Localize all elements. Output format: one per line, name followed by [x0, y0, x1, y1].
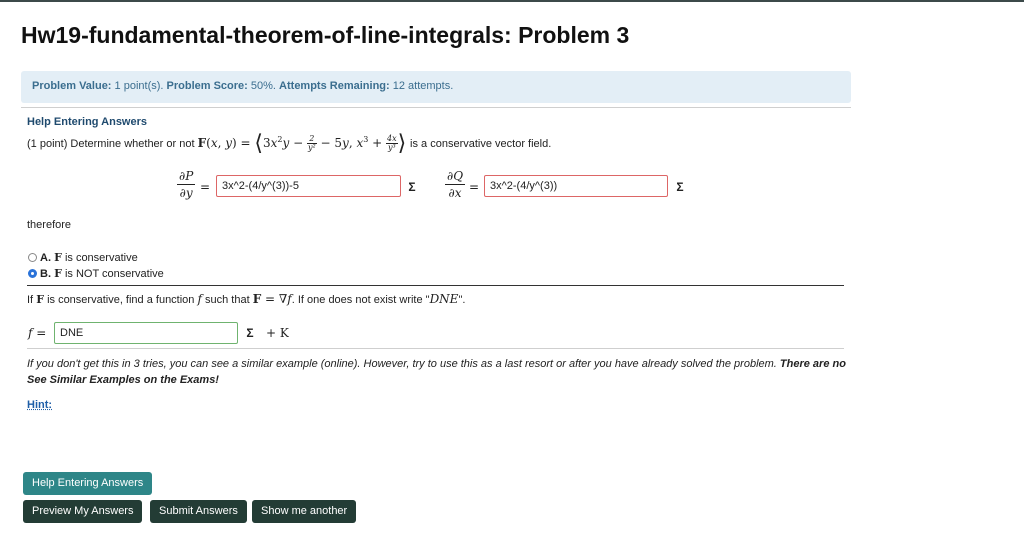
- equals-sign: =: [200, 180, 211, 194]
- help-entering-answers-button[interactable]: Help Entering Answers: [23, 472, 152, 495]
- dQ-dx-label: $\frac{\partial Q}{\partial x}$: [447, 169, 464, 200]
- hint-link[interactable]: Hint:: [27, 399, 53, 411]
- problem-score: 50%.: [250, 80, 276, 92]
- problem-value-label: Problem Value:: [32, 80, 112, 92]
- page-title: Hw19-fundamental-theorem-of-line-integrals: Problem 3: [21, 22, 630, 48]
- potential-function-input[interactable]: DNE: [54, 322, 238, 344]
- radio-a[interactable]: [28, 253, 37, 262]
- attempts-label: Attempts Remaining:: [279, 80, 390, 92]
- radio-b-selected[interactable]: [28, 269, 37, 278]
- problem-value: 1 point(s).: [114, 80, 164, 92]
- sigma-equation-button[interactable]: Σ: [246, 326, 254, 340]
- attempts-remaining: 12 attempts.: [392, 80, 454, 92]
- dP-dy-input[interactable]: 3x^2-(4/y^(3))-5: [216, 175, 401, 197]
- choice-b[interactable]: B. F is NOT conservative: [28, 267, 164, 280]
- divider: [27, 348, 844, 349]
- vector-field-formula: F(x, $y) = ⟨3x^2y$ − $\frac{2}{\text{y²}}$ − 5y, $x^3$ + $\frac{4x}{\text{y³}}$ ⟩: [197, 131, 407, 156]
- preview-answers-button[interactable]: Preview My Answers: [23, 500, 142, 523]
- divider: [21, 107, 851, 108]
- choice-a[interactable]: A. F is conservative: [28, 251, 138, 264]
- dQ-dx-input[interactable]: 3x^2-(4/y^(3)): [484, 175, 668, 197]
- equals-sign: =: [469, 180, 480, 194]
- problem-score-label: Problem Score:: [166, 80, 248, 92]
- similar-example-note: If you don't get this in 3 tries, you can see a similar example (online). However, try to use this as a last resort or after you have already solved the problem. There are no See Similar Examples on the Exams!: [27, 358, 846, 386]
- f-equals-label: f =: [28, 326, 47, 340]
- sigma-equation-button[interactable]: Σ: [676, 180, 684, 194]
- show-another-button[interactable]: Show me another: [252, 500, 356, 523]
- problem-info-bar: [21, 71, 851, 103]
- potential-function-prompt: If F is conservative, find a function f such that F = ∇f. If one does not exist write "DNE".: [27, 292, 466, 306]
- therefore-text: therefore: [27, 219, 72, 231]
- help-entering-answers-link[interactable]: Help Entering Answers: [27, 116, 148, 128]
- submit-answers-button[interactable]: Submit Answers: [150, 500, 247, 523]
- plus-k-text: + K: [266, 326, 289, 340]
- top-border: [0, 0, 1024, 2]
- problem-statement: (1 point) Determine whether or not F(x, $y) = ⟨3x^2y$ − $\frac{2}{\text{y²}}$ − 5y, $x^3$ + $\frac{4x}{\text{y³}}$ ⟩ is a conservative vector field.: [27, 131, 552, 156]
- divider: [27, 285, 844, 286]
- sigma-equation-button[interactable]: Σ: [408, 180, 416, 194]
- dP-dy-label: $\frac{\partial P}{\partial y}$: [179, 169, 194, 200]
